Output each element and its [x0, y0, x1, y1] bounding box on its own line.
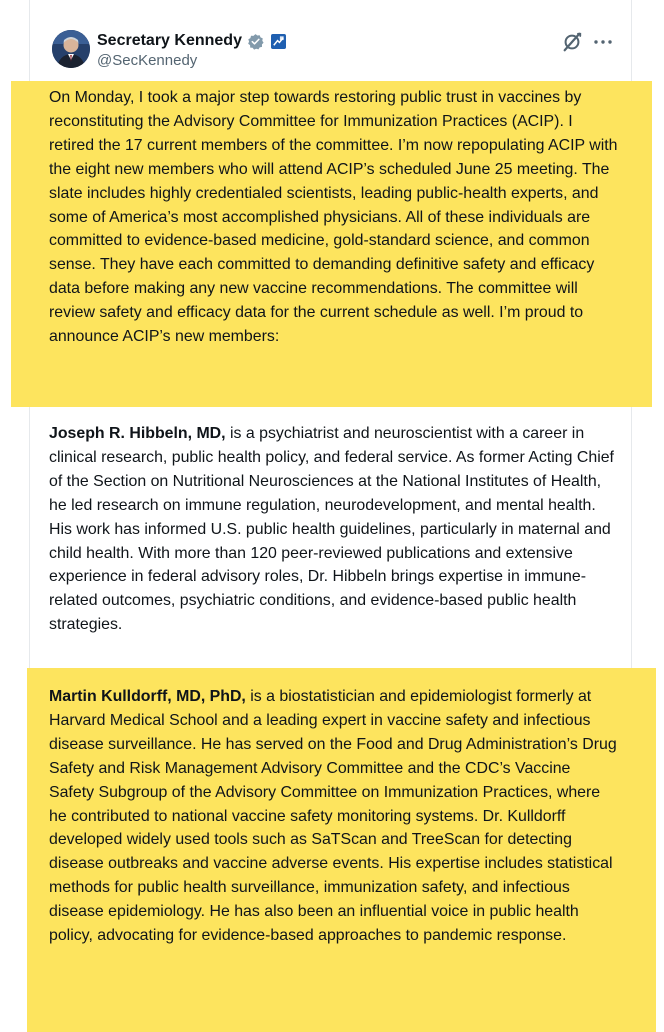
paragraph-text: is a psychiatrist and neuroscientist with a career in clinical research, public health policy, and federal service. As former Acting Chief of the Section on Nutritional Neurosciences at the National Institutes of Health, he led research on immune regulation, neurodevelopment, and mental health. His work has informed U.S. public health guidelines, particularly in maternal and child health. With more than 120 peer-reviewed publications and extensive experience in federal advisory roles, Dr. Hibbeln brings expertise in immune-related outcomes, psychiatric conditions, and evidence-based public health strategies.	[49, 425, 614, 634]
paragraph-name-prefix: Martin Kulldorff, MD, PhD,	[49, 688, 246, 705]
paragraph-name-prefix: Joseph R. Hibbeln, MD,	[49, 425, 226, 442]
tweet-paragraph-hibbeln	[49, 422, 619, 637]
paragraph-text: is a biostatistician and epidemiologist formerly at Harvard Medical School and a leading expert in vaccine safety and infectious disease surveillance. He has served on the Food and Drug Administration’s Drug Safety and Risk Management Advisory Committee and the CDC’s Vaccine Safety Subgroup of the Advisory Committee on Immunization Practices, where he contributed to national vaccine safety monitoring systems. Dr. Kulldorff developed widely used tools such as SaTScan and TreeScan for detecting disease outbreaks and vaccine adverse events. His expertise includes statistical methods for public health surveillance, immunization safety, and infectious disease epidemiology. He has also been an influential voice in public health policy, advocating for evidence-based approaches to pandemic response.	[49, 688, 617, 945]
tweet-paragraph-announcement	[49, 86, 619, 349]
tweet-header	[0, 0, 664, 80]
author-display-name[interactable]: Secretary Kennedy	[97, 32, 242, 49]
avatar-portrait-icon	[52, 30, 90, 68]
government-badge-icon	[271, 34, 286, 49]
avatar[interactable]	[52, 30, 90, 68]
verified-badge-icon	[247, 33, 264, 50]
author-name-row[interactable]	[97, 30, 286, 52]
grok-icon[interactable]	[561, 31, 583, 53]
paragraph-text: On Monday, I took a major step towards restoring public trust in vaccines by reconstituting the Advisory Committee for Immunization Practices (ACIP). I retired the 17 current members of the committee. I’m now repopulating ACIP with the eight new members who will attend ACIP’s scheduled June 25 meeting. The slate includes highly credentialed scientists, leading public-health experts, and some of America’s most accomplished physicians. All of these individuals are committed to evidence-based medicine, gold-standard science, and common sense. They have each committed to demanding definitive safety and efficacy data before making any new vaccine recommendations. The committee will review safety and efficacy data for the current schedule as well. I’m proud to announce ACIP’s new members:	[49, 89, 618, 346]
tweet-paragraph-kulldorff	[49, 685, 619, 948]
author-handle[interactable]: @SecKennedy	[97, 52, 198, 69]
more-options-icon[interactable]	[592, 37, 614, 47]
